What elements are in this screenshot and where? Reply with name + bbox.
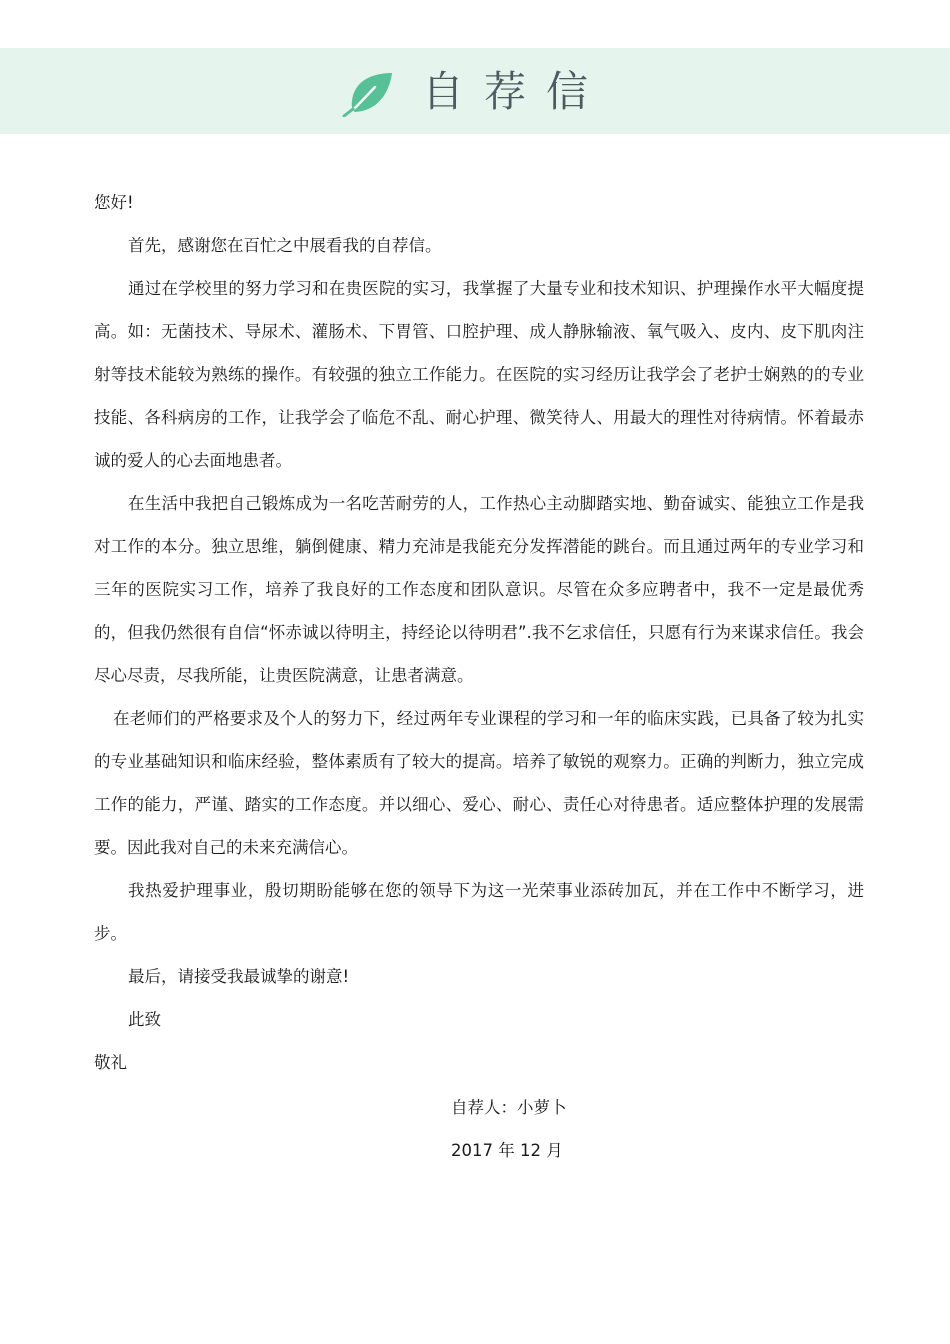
paragraph: 在生活中我把自己锻炼成为一名吃苦耐劳的人，工作热心主动脚踏实地、勤奋诚实、能独立工作是我对工作的本分。独立思维，躺倒健康、精力充沛是我能充分发挥潜能的跳台。而且通过两年的专业学习和三年的医院实习工作，培养了我良好的工作态度和团队意识。尽管在众多应聘者中，我不一定是最优秀的，但我仍然很有自信“怀赤诚以待明主，持经论以待明君”.我不乞求信任，只愿有行为来谋求信任。我会尽心尽责，尽我所能，让贵医院满意，让患者满意。: [94, 494, 864, 685]
closing-salutation: 此致: [128, 1010, 161, 1029]
closing-regards: 敬礼: [94, 1053, 127, 1072]
letter-body: [94, 181, 864, 1084]
paragraph: 首先，感谢您在百忙之中展看我的自荐信。: [128, 236, 442, 255]
paragraph: 最后，请接受我最诚挚的谢意!: [128, 967, 350, 986]
leaf-icon: [342, 71, 394, 117]
page-title: 自荐信: [422, 67, 609, 116]
date: 2017 年 12 月: [451, 1141, 563, 1160]
paragraph: 通过在学校里的努力学习和在贵医院的实习，我掌握了大量专业和技术知识、护理操作水平大幅度提高。如：无菌技术、导尿术、灌肠术、下胃管、口腔护理、成人静脉输液、氧气吸入、皮内、皮下肌肉注射等技术能较为熟练的操作。有较强的独立工作能力。在医院的实习经历让我学会了老护士娴熟的的专业技能、各科病房的工作，让我学会了临危不乱、耐心护理、微笑待人、用最大的理性对待病情。怀着最赤诚的爱人的心去面地患者。: [94, 279, 864, 470]
paragraph: 在老师们的严格要求及个人的努力下，经过两年专业课程的学习和一年的临床实践，已具备了较为扎实的专业基础知识和临床经验，整体素质有了较大的提高。培养了敏锐的观察力。正确的判断力，独立完成工作的能力，严谨、踏实的工作态度。并以细心、爱心、耐心、责任心对待患者。适应整体护理的发展需要。因此我对自己的未来充满信心。: [94, 709, 864, 857]
paragraph: 我热爱护理事业，殷切期盼能够在您的领导下为这一光荣事业添砖加瓦，并在工作中不断学习，进步。: [94, 881, 864, 943]
signature: 自荐人：小萝卜: [451, 1098, 567, 1117]
greeting: 您好!: [94, 193, 134, 212]
